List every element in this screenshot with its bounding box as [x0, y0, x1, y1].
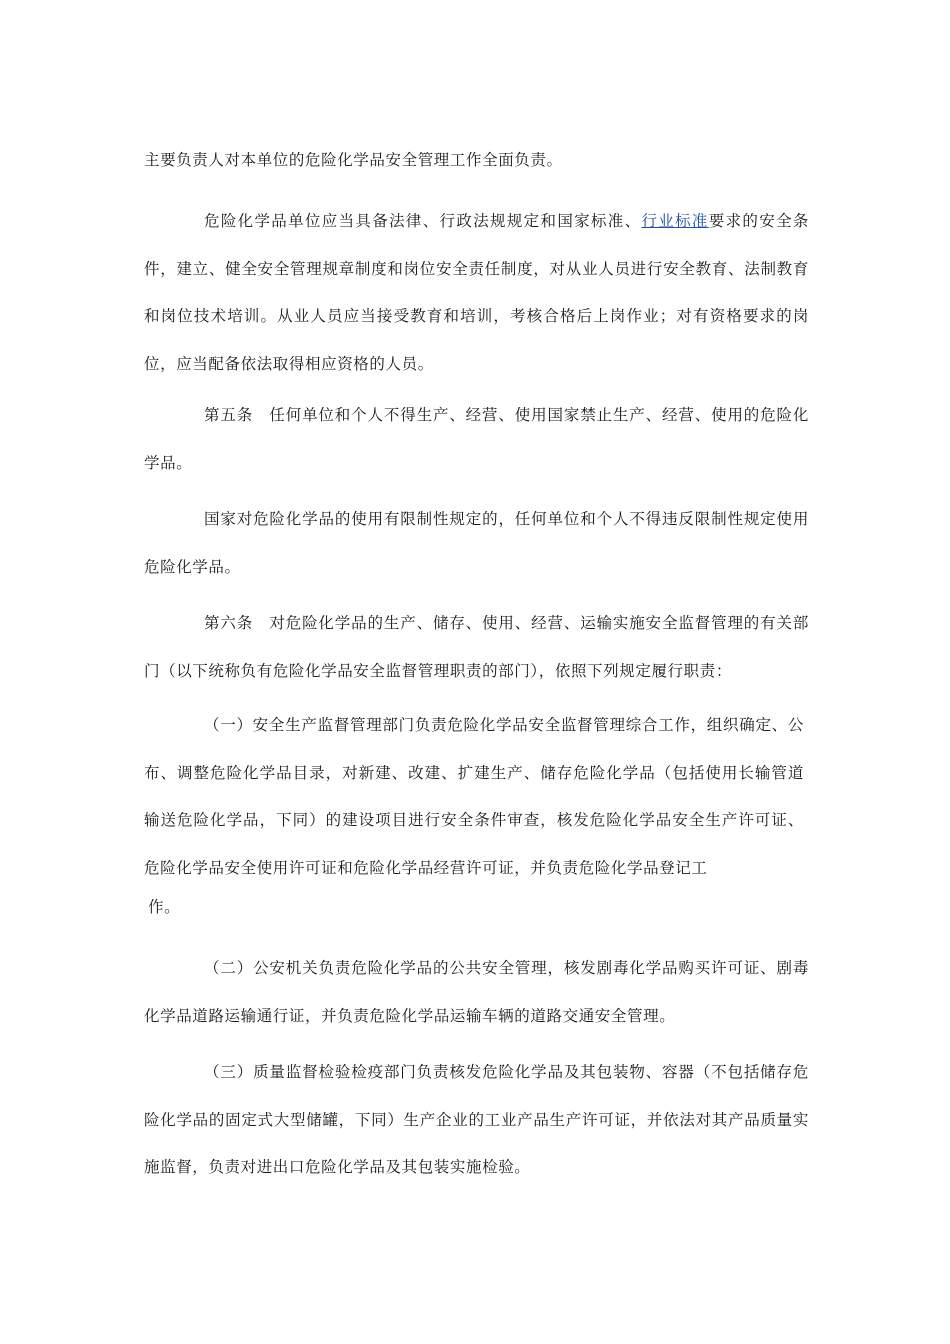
- paragraph-text: 对危险化学品的生产、储存、使用、经营、运输实施安全监督管理的有关部门（以下统称负有危险化学品安全监督管理职责的部门），依照下列规定履行职责：: [144, 614, 809, 680]
- paragraph-text: 任何单位和个人不得生产、经营、使用国家禁止生产、经营、使用的危险化学品。: [144, 406, 809, 472]
- paragraph-text: 危险化学品单位应当具备法律、行政法规规定和国家标准、: [204, 212, 642, 230]
- industry-standard-link[interactable]: 行业标准: [641, 212, 709, 230]
- paragraph-item-1: [144, 702, 804, 892]
- paragraph-text: （三）质量监督检验检疫部门负责核发危险化学品及其包装物、容器（不包括储存危险化学品的固定式大型储罐，下同）生产企业的工业产品生产许可证，并依法对其产品质量实施监督，负责对进出口危险化学品及其包装实施检验。: [144, 1063, 809, 1176]
- article-number: 第六条: [204, 614, 254, 632]
- article-number: 第五条: [204, 406, 254, 424]
- paragraph-text: （二）公安机关负责危险化学品的公共安全管理，核发剧毒化学品购买许可证、剧毒化学品道路运输通行证，并负责危险化学品运输车辆的道路交通安全管理。: [144, 959, 809, 1025]
- paragraph-responsibility: [144, 137, 809, 185]
- paragraph-item-3: [144, 1049, 809, 1192]
- paragraph-text: 要求的安全条件，建立、健全安全管理规章制度和岗位安全责任制度，对从业人员进行安全教育、法制教育和岗位技术培训。从业人员应当接受教育和培训，考核合格后上岗作业；对有资格要求的岗位，应当配备依法取得相应资格的人员。: [144, 212, 809, 373]
- paragraph-text: 国家对危险化学品的使用有限制性规定的，任何单位和个人不得违反限制性规定使用危险化学品。: [144, 510, 809, 576]
- paragraph-text: 作。: [148, 898, 181, 916]
- paragraph-restrictions: [144, 496, 809, 591]
- paragraph-item-1-tail: [148, 884, 813, 932]
- paragraph-text: 主要负责人对本单位的危险化学品安全管理工作全面负责。: [144, 151, 563, 169]
- paragraph-article-5: [144, 392, 809, 487]
- paragraph-safety-conditions: [144, 198, 809, 388]
- paragraph-article-6: [144, 600, 809, 695]
- paragraph-text: （一）安全生产监督管理部门负责危险化学品安全监督管理综合工作，组织确定、公布、调整危险化学品目录，对新建、改建、扩建生产、储存危险化学品（包括使用长输管道输送危险化学品，下同）的建设项目进行安全条件审查，核发危险化学品安全生产许可证、危险化学品安全使用许可证和危险化学品经营许可证，并负责危险化学品登记工: [144, 716, 804, 877]
- paragraph-item-2: [144, 945, 809, 1040]
